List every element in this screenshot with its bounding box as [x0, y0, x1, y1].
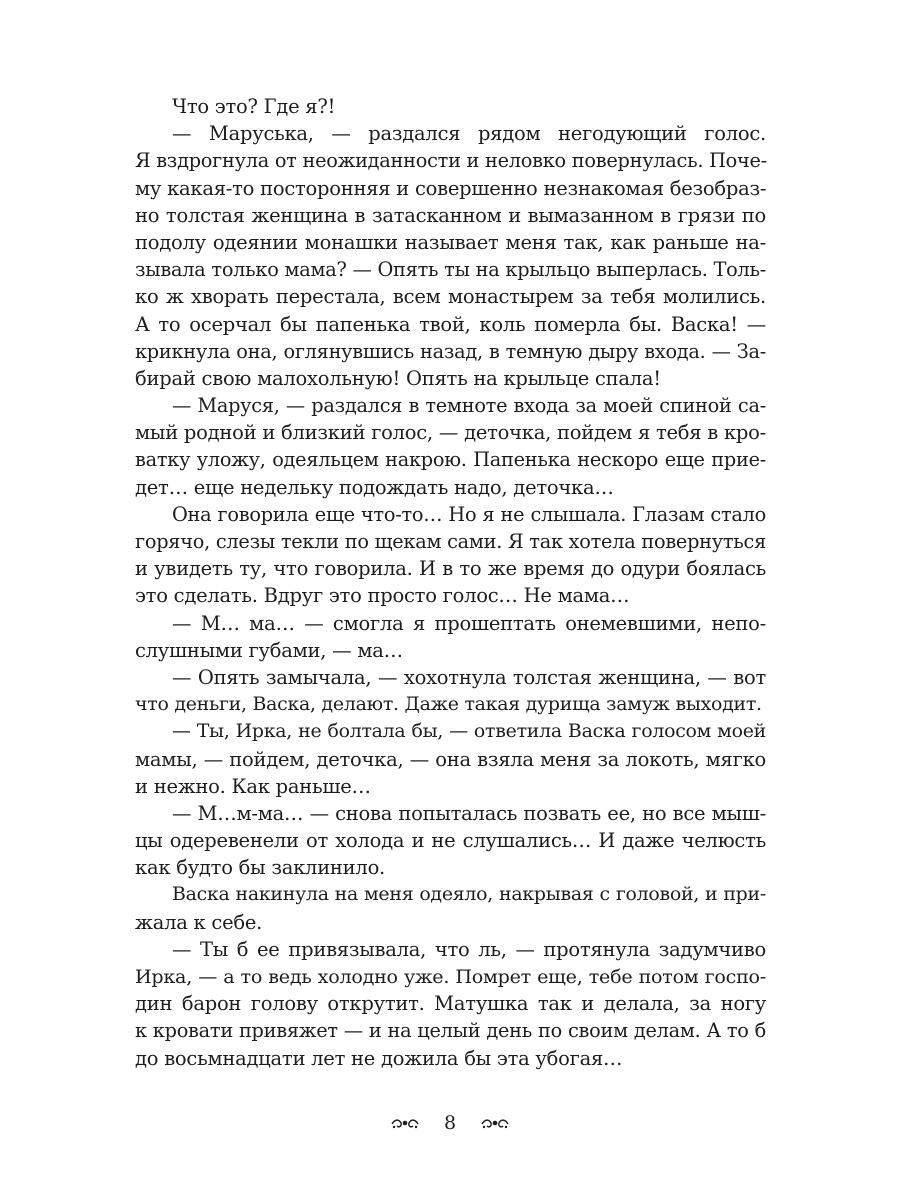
- text-line: но толстая женщина в затасканном и вымазанном в грязи по: [135, 203, 766, 227]
- text-line: подолу одеянии монашки называет меня так, как раньше на-: [135, 230, 766, 254]
- right-ornament-icon: [480, 1115, 510, 1131]
- text-line: — Маруся, — раздался в темноте входа за моей спиной са-: [172, 394, 766, 418]
- text-line: дин барон голову открутит. Матушка так и делала, за ногу: [135, 992, 766, 1016]
- page-footer: [0, 1110, 900, 1136]
- text-line: — Ты, Ирка, не болтала бы, — ответила Васка голосом моей: [172, 720, 766, 743]
- text-line: ватку уложу, одеяльцем накрою. Папенька нескоро еще прие-: [135, 448, 766, 472]
- text-line: и нежно. Как раньше…: [135, 774, 371, 798]
- text-line: А то осерчал бы папенька твой, коль померла бы. Васка! —: [135, 312, 766, 336]
- text-line: жала к себе.: [135, 910, 263, 934]
- text-line: это сделать. Вдруг это просто голос… Не мама…: [135, 584, 630, 608]
- text-line: к кровати привяжет — и на целый день по своим делам. А то б: [135, 1019, 766, 1043]
- text-line: и увидеть ту, что говорила. И в то же время до одури боялась: [135, 557, 766, 581]
- text-line: Васка накинула на меня одеяло, накрывая с головой, и при-: [172, 883, 766, 906]
- text-line: мый родной и близкий голос, — деточка, пойдем я тебя в кро-: [135, 421, 766, 445]
- page-number: 8: [443, 1112, 457, 1134]
- body-text: [135, 93, 766, 1072]
- text-line: слушными губами, — ма…: [135, 638, 403, 662]
- text-line: му какая-то посторонняя и совершенно незнакомая безобраз-: [135, 176, 767, 200]
- text-line: что деньги, Васка, делают. Даже такая дурища замуж выходит.: [135, 693, 762, 716]
- text-line: Что это? Где я?!: [172, 95, 336, 118]
- text-line: — Маруська, — раздался рядом негодующий голос.: [172, 122, 766, 146]
- text-line: — М… ма… — смогла я прошептать онемевшими, непо-: [172, 611, 766, 635]
- text-line: дет… еще недельку подождать надо, деточка…: [135, 475, 614, 499]
- left-ornament-icon: [390, 1115, 420, 1131]
- text-line: Она говорила еще что-то… Но я не слышала. Глазам стало: [172, 502, 766, 526]
- text-line: как будто бы заклинило.: [135, 856, 386, 880]
- text-line: Ирка, — а то ведь холодно уже. Помрет еще, тебе потом госпо-: [135, 965, 766, 988]
- text-line: бирай свою малохольную! Опять на крыльце спала!: [135, 366, 661, 390]
- text-line: — Ты б ее привязывала, что ль, — протянула задумчиво: [172, 937, 766, 961]
- text-line: — Опять замычала, — хохотнула толстая женщина, — вот: [172, 665, 766, 689]
- text-line: до восьмнадцати лет не дожила бы эта убогая…: [135, 1046, 623, 1070]
- text-line: горячо, слезы текли по щекам сами. Я так хотела повернуться: [135, 530, 766, 553]
- text-line: — М…м-ма… — снова попыталась позвать ее, но все мыш-: [172, 801, 766, 825]
- text-line: ко ж хворать перестала, всем монастырем за тебя молились.: [135, 285, 766, 309]
- text-line: Я вздрогнула от неожиданности и неловко повернулась. Поче-: [135, 149, 767, 173]
- text-line: крикнула она, оглянувшись назад, в темную дыру входа. — За-: [135, 339, 766, 363]
- text-line: мамы, — пойдем, деточка, — она взяла меня за локоть, мягко: [135, 747, 766, 771]
- text-line: зывала только мама? — Опять ты на крыльцо выперлась. Толь-: [135, 258, 766, 282]
- text-line: цы одеревенели от холода и не слушались… И даже челюсть: [135, 829, 766, 853]
